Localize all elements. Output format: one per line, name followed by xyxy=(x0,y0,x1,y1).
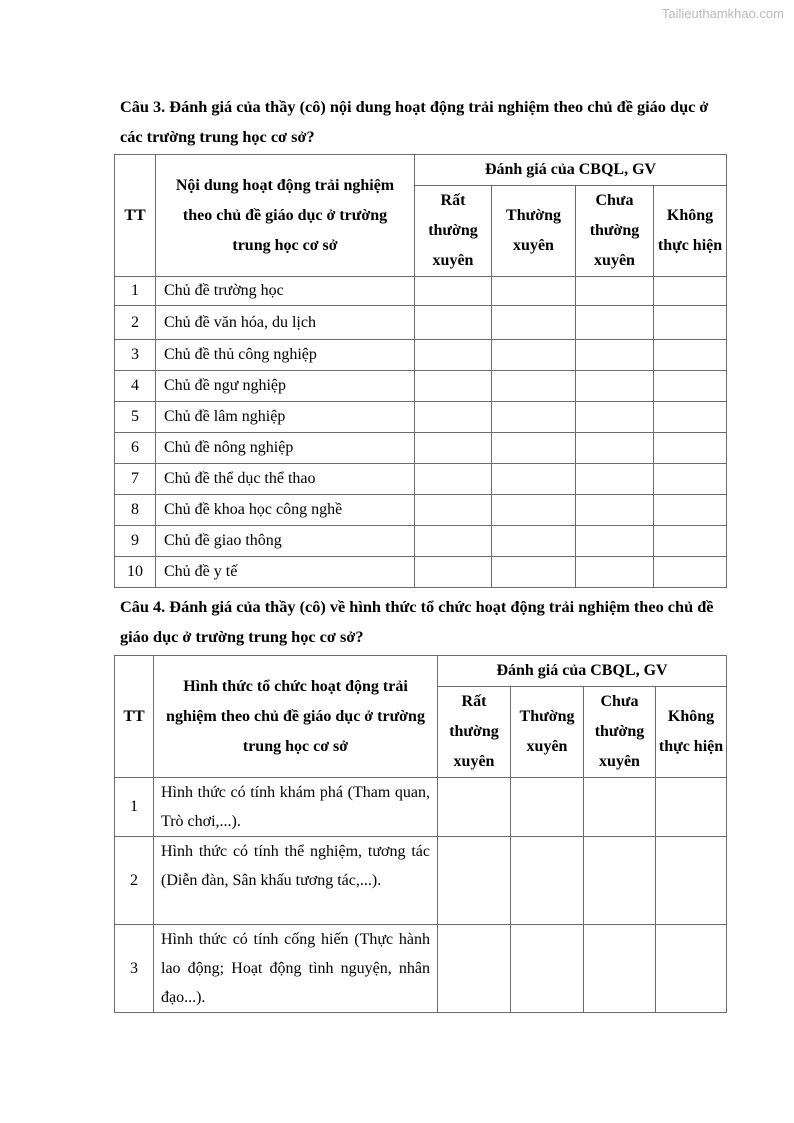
rating-cell[interactable] xyxy=(492,306,576,340)
header-very-often: Rất thường xuyên xyxy=(415,186,492,277)
format-rating-table xyxy=(114,655,727,1013)
rating-cell[interactable] xyxy=(492,277,576,306)
rating-cell[interactable] xyxy=(654,402,727,433)
rating-cell[interactable] xyxy=(492,495,576,526)
header-rating-group: Đánh giá của CBQL, GV xyxy=(438,656,727,687)
question-4-title: Câu 4. Đánh giá của thầy (cô) về hình thức tổ chức hoạt động trải nghiệm theo chủ đề giáo dục ở trường trung học cơ sở? xyxy=(120,597,714,646)
rating-cell[interactable] xyxy=(584,778,656,837)
rating-cell[interactable] xyxy=(438,778,511,837)
rating-cell[interactable] xyxy=(492,402,576,433)
rating-cell[interactable] xyxy=(576,433,654,464)
header-tt: TT xyxy=(115,656,154,778)
rating-cell[interactable] xyxy=(656,778,727,837)
rating-cell[interactable] xyxy=(492,557,576,588)
table-row xyxy=(115,340,727,371)
row-text: Chủ đề y tế xyxy=(156,557,415,588)
row-number: 1 xyxy=(115,277,156,306)
rating-cell[interactable] xyxy=(656,837,727,925)
rating-cell[interactable] xyxy=(576,557,654,588)
header-not-done: Không thực hiện xyxy=(656,687,727,778)
rating-cell[interactable] xyxy=(654,340,727,371)
rating-cell[interactable] xyxy=(584,837,656,925)
table-row xyxy=(115,371,727,402)
rating-cell[interactable] xyxy=(576,464,654,495)
table-row xyxy=(115,778,727,837)
row-text: Chủ đề nông nghiệp xyxy=(156,433,415,464)
question-3-title: Câu 3. Đánh giá của thầy (cô) nội dung hoạt động trải nghiệm theo chủ đề giáo dục ở các trường trung học cơ sở? xyxy=(120,97,709,146)
table-row xyxy=(115,557,727,588)
row-text: Hình thức có tính thể nghiệm, tương tác (Diễn đàn, Sân khấu tương tác,...). xyxy=(154,837,438,925)
table-row xyxy=(115,837,727,925)
row-text: Chủ đề lâm nghiệp xyxy=(156,402,415,433)
header-tt: TT xyxy=(115,155,156,277)
row-number: 8 xyxy=(115,495,156,526)
rating-cell[interactable] xyxy=(576,495,654,526)
row-number: 5 xyxy=(115,402,156,433)
rating-cell[interactable] xyxy=(492,433,576,464)
header-rating-group: Đánh giá của CBQL, GV xyxy=(415,155,727,186)
row-number: 1 xyxy=(115,778,154,837)
table-row xyxy=(115,402,727,433)
rating-cell[interactable] xyxy=(415,557,492,588)
table-row xyxy=(115,277,727,306)
rating-cell[interactable] xyxy=(492,464,576,495)
rating-cell[interactable] xyxy=(492,526,576,557)
row-number: 6 xyxy=(115,433,156,464)
rating-cell[interactable] xyxy=(438,925,511,1013)
row-number: 7 xyxy=(115,464,156,495)
rating-cell[interactable] xyxy=(576,402,654,433)
row-text: Chủ đề khoa học công nghề xyxy=(156,495,415,526)
rating-cell[interactable] xyxy=(415,371,492,402)
rating-cell[interactable] xyxy=(576,371,654,402)
rating-cell[interactable] xyxy=(415,306,492,340)
row-text: Chủ đề văn hóa, du lịch xyxy=(156,306,415,340)
rating-cell[interactable] xyxy=(415,495,492,526)
rating-cell[interactable] xyxy=(511,925,584,1013)
rating-cell[interactable] xyxy=(492,371,576,402)
rating-cell[interactable] xyxy=(438,837,511,925)
header-not-done: Không thực hiện xyxy=(654,186,727,277)
rating-cell[interactable] xyxy=(654,277,727,306)
rating-cell[interactable] xyxy=(656,925,727,1013)
row-text: Hình thức có tính cống hiến (Thực hành lao động; Hoạt động tình nguyện, nhân đạo...). xyxy=(154,925,438,1013)
row-text: Chủ đề giao thông xyxy=(156,526,415,557)
rating-cell[interactable] xyxy=(576,340,654,371)
rating-cell[interactable] xyxy=(415,340,492,371)
watermark: Tailieuthamkhao.com xyxy=(661,6,784,21)
row-text: Chủ đề thủ công nghiệp xyxy=(156,340,415,371)
row-number: 3 xyxy=(115,925,154,1013)
table-row xyxy=(115,495,727,526)
content-rating-table xyxy=(114,154,727,588)
header-not-often: Chưa thường xuyên xyxy=(576,186,654,277)
rating-cell[interactable] xyxy=(415,277,492,306)
row-number: 2 xyxy=(115,837,154,925)
rating-cell[interactable] xyxy=(415,402,492,433)
row-text: Chủ đề trường học xyxy=(156,277,415,306)
rating-cell[interactable] xyxy=(654,433,727,464)
rating-cell[interactable] xyxy=(654,464,727,495)
rating-cell[interactable] xyxy=(654,306,727,340)
row-number: 3 xyxy=(115,340,156,371)
rating-cell[interactable] xyxy=(511,837,584,925)
row-number: 10 xyxy=(115,557,156,588)
header-content: Nội dung hoạt động trải nghiệm theo chủ đề giáo dục ở trường trung học cơ sở xyxy=(156,155,415,277)
header-often: Thường xuyên xyxy=(511,687,584,778)
rating-cell[interactable] xyxy=(492,340,576,371)
rating-cell[interactable] xyxy=(576,277,654,306)
rating-cell[interactable] xyxy=(415,526,492,557)
rating-cell[interactable] xyxy=(654,557,727,588)
rating-cell[interactable] xyxy=(415,464,492,495)
table-row xyxy=(115,464,727,495)
row-number: 9 xyxy=(115,526,156,557)
table-row xyxy=(115,433,727,464)
rating-cell[interactable] xyxy=(415,433,492,464)
rating-cell[interactable] xyxy=(654,371,727,402)
rating-cell[interactable] xyxy=(654,526,727,557)
rating-cell[interactable] xyxy=(654,495,727,526)
rating-cell[interactable] xyxy=(576,526,654,557)
rating-cell[interactable] xyxy=(511,778,584,837)
rating-cell[interactable] xyxy=(576,306,654,340)
row-number: 2 xyxy=(115,306,156,340)
table-row xyxy=(115,925,727,1013)
header-very-often: Rất thường xuyên xyxy=(438,687,511,778)
header-often: Thường xuyên xyxy=(492,186,576,277)
table-row xyxy=(115,306,727,340)
row-text: Hình thức có tính khám phá (Tham quan, Trò chơi,...). xyxy=(154,778,438,837)
header-not-often: Chưa thường xuyên xyxy=(584,687,656,778)
rating-cell[interactable] xyxy=(584,925,656,1013)
row-text: Chủ đề ngư nghiệp xyxy=(156,371,415,402)
row-text: Chủ đề thể dục thể thao xyxy=(156,464,415,495)
row-number: 4 xyxy=(115,371,156,402)
table-row xyxy=(115,526,727,557)
header-content: Hình thức tổ chức hoạt động trải nghiệm theo chủ đề giáo dục ở trường trung học cơ sở xyxy=(154,656,438,778)
